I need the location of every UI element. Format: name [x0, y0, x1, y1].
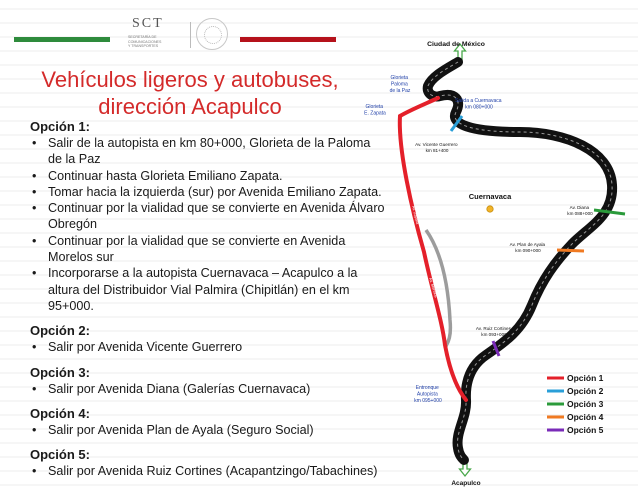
marker-option-4: [557, 250, 584, 251]
slide-title: [0, 66, 380, 120]
option-1-step-6: • Incorporarse a la autopista Cuernavaca – Acapulco a la altura del Distribuidor Vial Palmira (Chipitlán) en el km 95+000.: [30, 265, 385, 314]
label-glorieta-zapata: Glorieta E. Zapata: [364, 104, 386, 117]
option-1-title: Opción 1:: [30, 119, 90, 134]
option-4: [30, 405, 385, 438]
option-2-title: Opción 2:: [30, 323, 90, 339]
label-av-diana: Av. Diana km 088+000: [567, 205, 593, 216]
sct-logo: [118, 16, 238, 56]
option-3-step-1: • Salir por Avenida Diana (Galerías Cuernavaca): [30, 381, 385, 397]
sct-logo-text: SCT: [132, 16, 164, 31]
option-1-step-3: • Tomar hacia la izquierda (sur) por Avenida Emiliano Zapata.: [30, 184, 385, 200]
option-5-title: Opción 5:: [30, 447, 90, 463]
option-3: [30, 364, 385, 397]
header-green-bar: [14, 37, 110, 42]
label-entronque: Entronque Autopista km 095+000: [414, 385, 442, 404]
option-1-step-4: • Continuar por la vialidad que se convierte en Avenida Álvaro Obregón: [30, 200, 385, 233]
map-legend: [547, 373, 604, 435]
label-av-vicente-guerrero: Av. Vicente Guerrero km 81+400: [415, 142, 458, 153]
av-morelos-road: [426, 230, 450, 348]
legend-label-option-3: Opción 3: [567, 399, 604, 409]
option-5-step-1: • Salir por Avenida Ruiz Cortines (Acapantzingo/Tabachines): [30, 463, 385, 479]
option-1-step-5: • Continuar por la vialidad que se convierte en Avenida Morelos sur: [30, 233, 385, 266]
option-4-step-1: • Salir por Avenida Plan de Ayala (Seguro Social): [30, 422, 385, 438]
label-av-plan-ayala: Av. Plan de Ayala km 090+000: [509, 242, 546, 253]
legend-label-option-2: Opción 2: [567, 386, 604, 396]
label-street-zapata: Av. Zapata: [411, 205, 421, 225]
label-ciudad-mexico: Ciudad de México: [427, 41, 485, 48]
option-2: [30, 322, 385, 355]
cuernavaca-dot-icon: [487, 206, 493, 212]
option-3-title: Opción 3:: [30, 364, 90, 380]
option-1-step-1: • Salir de la autopista en km 80+000, Glorieta de la Paloma de la Paz: [30, 135, 385, 168]
label-salida-cuernavaca: Salida a Cuernavaca km 080+000: [455, 98, 502, 111]
label-glorieta-paloma: Glorieta Paloma de la Paz: [389, 75, 411, 94]
legend-label-option-1: Opción 1: [567, 373, 604, 383]
option-1: [30, 118, 385, 314]
slide-title-line-1: Vehículos ligeros y autobuses,: [41, 67, 339, 92]
option-2-step-1: • Salir por Avenida Vicente Guerrero: [30, 339, 385, 355]
option-5: [30, 446, 385, 479]
label-acapulco: Acapulco: [451, 480, 481, 487]
legend-label-option-4: Opción 4: [567, 412, 604, 422]
legend-label-option-5: Opción 5: [567, 425, 604, 435]
label-av-ruiz-cortines: Av. Ruiz Cortines km 093+000: [475, 326, 511, 337]
national-seal-icon: [196, 18, 228, 50]
label-cuernavaca: Cuernavaca: [468, 192, 512, 201]
slide-title-line-2: dirección Acapulco: [98, 94, 282, 119]
header-red-bar: [240, 37, 336, 42]
sct-logo-subtitle: SECRETARÍA DE COMUNICACIONES Y TRANSPORTES: [128, 35, 162, 48]
route-map: [364, 36, 638, 498]
logo-divider: [190, 22, 191, 48]
option-4-title: Opción 4:: [30, 405, 90, 421]
label-street-morelos: Av. Morelos: [428, 276, 439, 299]
options-list: [30, 118, 385, 487]
option-1-step-2: • Continuar hasta Glorieta Emiliano Zapata.: [30, 168, 385, 184]
